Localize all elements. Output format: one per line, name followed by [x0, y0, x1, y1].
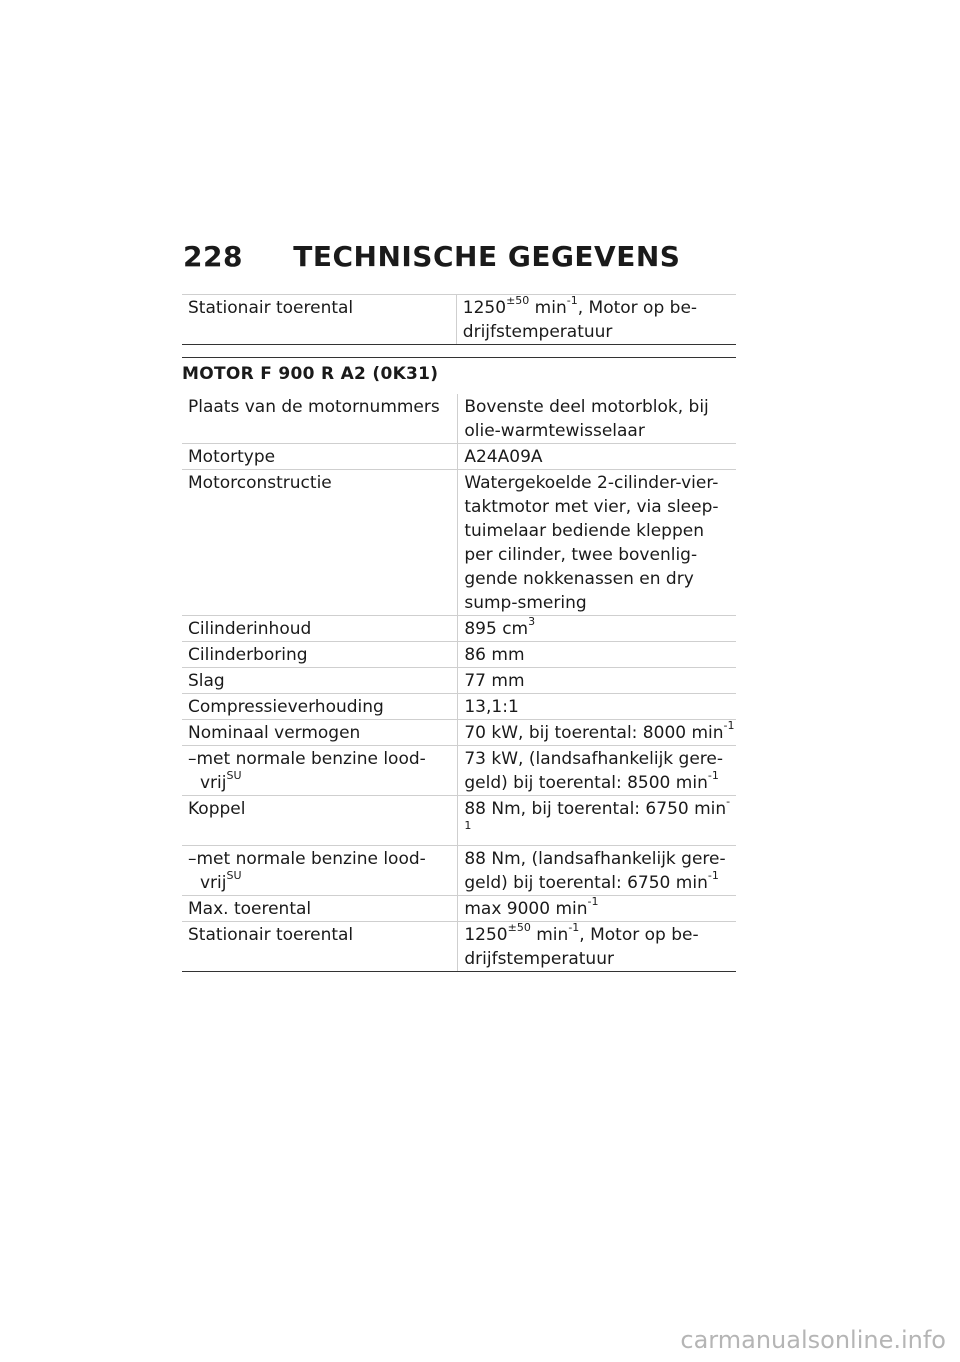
spec-label: Cilinderboring	[182, 642, 458, 668]
spec-value: 13,1:1	[458, 694, 736, 720]
spec-label: Stationair toerental	[182, 922, 458, 972]
spec-value: 77 mm	[458, 668, 736, 694]
spec-label: Cilinderinhoud	[182, 616, 458, 642]
table-row	[182, 846, 736, 896]
spec-value: 86 mm	[458, 642, 736, 668]
spec-value: Watergekoelde 2-cilinder-vier-taktmotor met vier, via sleep-tuimelaar bediende kleppen per cilinder, twee bovenlig-gende nokkenassen en dry sump-smering	[458, 470, 736, 616]
spec-label: –met normale benzine lood-vrij$^{SU}$	[182, 846, 458, 896]
table-row	[182, 394, 736, 444]
table-row	[182, 295, 736, 345]
table-row	[182, 720, 736, 746]
page-title: TECHNISCHE GEGEVENS	[293, 240, 681, 273]
engine-spec-table	[182, 394, 736, 972]
spec-label: Max. toerental	[182, 896, 458, 922]
spec-label: Slag	[182, 668, 458, 694]
table-row	[182, 694, 736, 720]
table-row	[182, 922, 736, 972]
table-row	[182, 444, 736, 470]
spec-value: 895 $cm^3$	[458, 616, 736, 642]
spec-label: Plaats van de motornummers	[182, 394, 458, 444]
section-title: MOTOR F 900 R A2 (0K31)	[182, 364, 439, 384]
spec-value: 88 Nm, bij toerental: 6750 $\min^{-1}$	[458, 796, 736, 846]
spec-label: Motortype	[182, 444, 458, 470]
table-row	[182, 796, 736, 846]
spec-value: $1250^{\pm 50}$ $\min^{-1}$, Motor op be-drijfstemperatuur	[458, 922, 736, 972]
spec-label: Nominaal vermogen	[182, 720, 458, 746]
spec-label: Compressieverhouding	[182, 694, 458, 720]
table-row	[182, 642, 736, 668]
table-row	[182, 616, 736, 642]
table-row	[182, 668, 736, 694]
dash-marker: –	[188, 849, 197, 869]
dash-marker: –	[188, 749, 197, 769]
idle-speed-table	[182, 294, 736, 345]
spec-label: –met normale benzine lood-vrij$^{SU}$	[182, 746, 458, 796]
spec-value: 88 Nm, (landsafhankelijk gere-geld) bij toerental: 6750 $\min^{-1}$	[458, 846, 736, 896]
spec-label: Stationair toerental	[182, 295, 456, 345]
spec-value: 73 kW, (landsafhankelijk gere-geld) bij toerental: 8500 $\min^{-1}$	[458, 746, 736, 796]
spec-value: 70 kW, bij toerental: 8000 $\min^{-1}$	[458, 720, 736, 746]
spec-value: $1250^{\pm 50}$ $\min^{-1}$, Motor op be-drijfstemperatuur	[456, 295, 736, 345]
spec-value: A24A09A	[458, 444, 736, 470]
table-row	[182, 470, 736, 616]
spec-value: Bovenste deel motorblok, bij olie-warmtewisselaar	[458, 394, 736, 444]
table-row	[182, 746, 736, 796]
table-row	[182, 896, 736, 922]
spec-label: Koppel	[182, 796, 458, 846]
section-divider	[182, 357, 736, 358]
spec-value: max 9000 $\min^{-1}$	[458, 896, 736, 922]
spec-label: Motorconstructie	[182, 470, 458, 616]
page-header	[183, 240, 743, 273]
watermark: carmanualsonline.info	[680, 1326, 946, 1354]
page-number: 228	[183, 240, 243, 273]
